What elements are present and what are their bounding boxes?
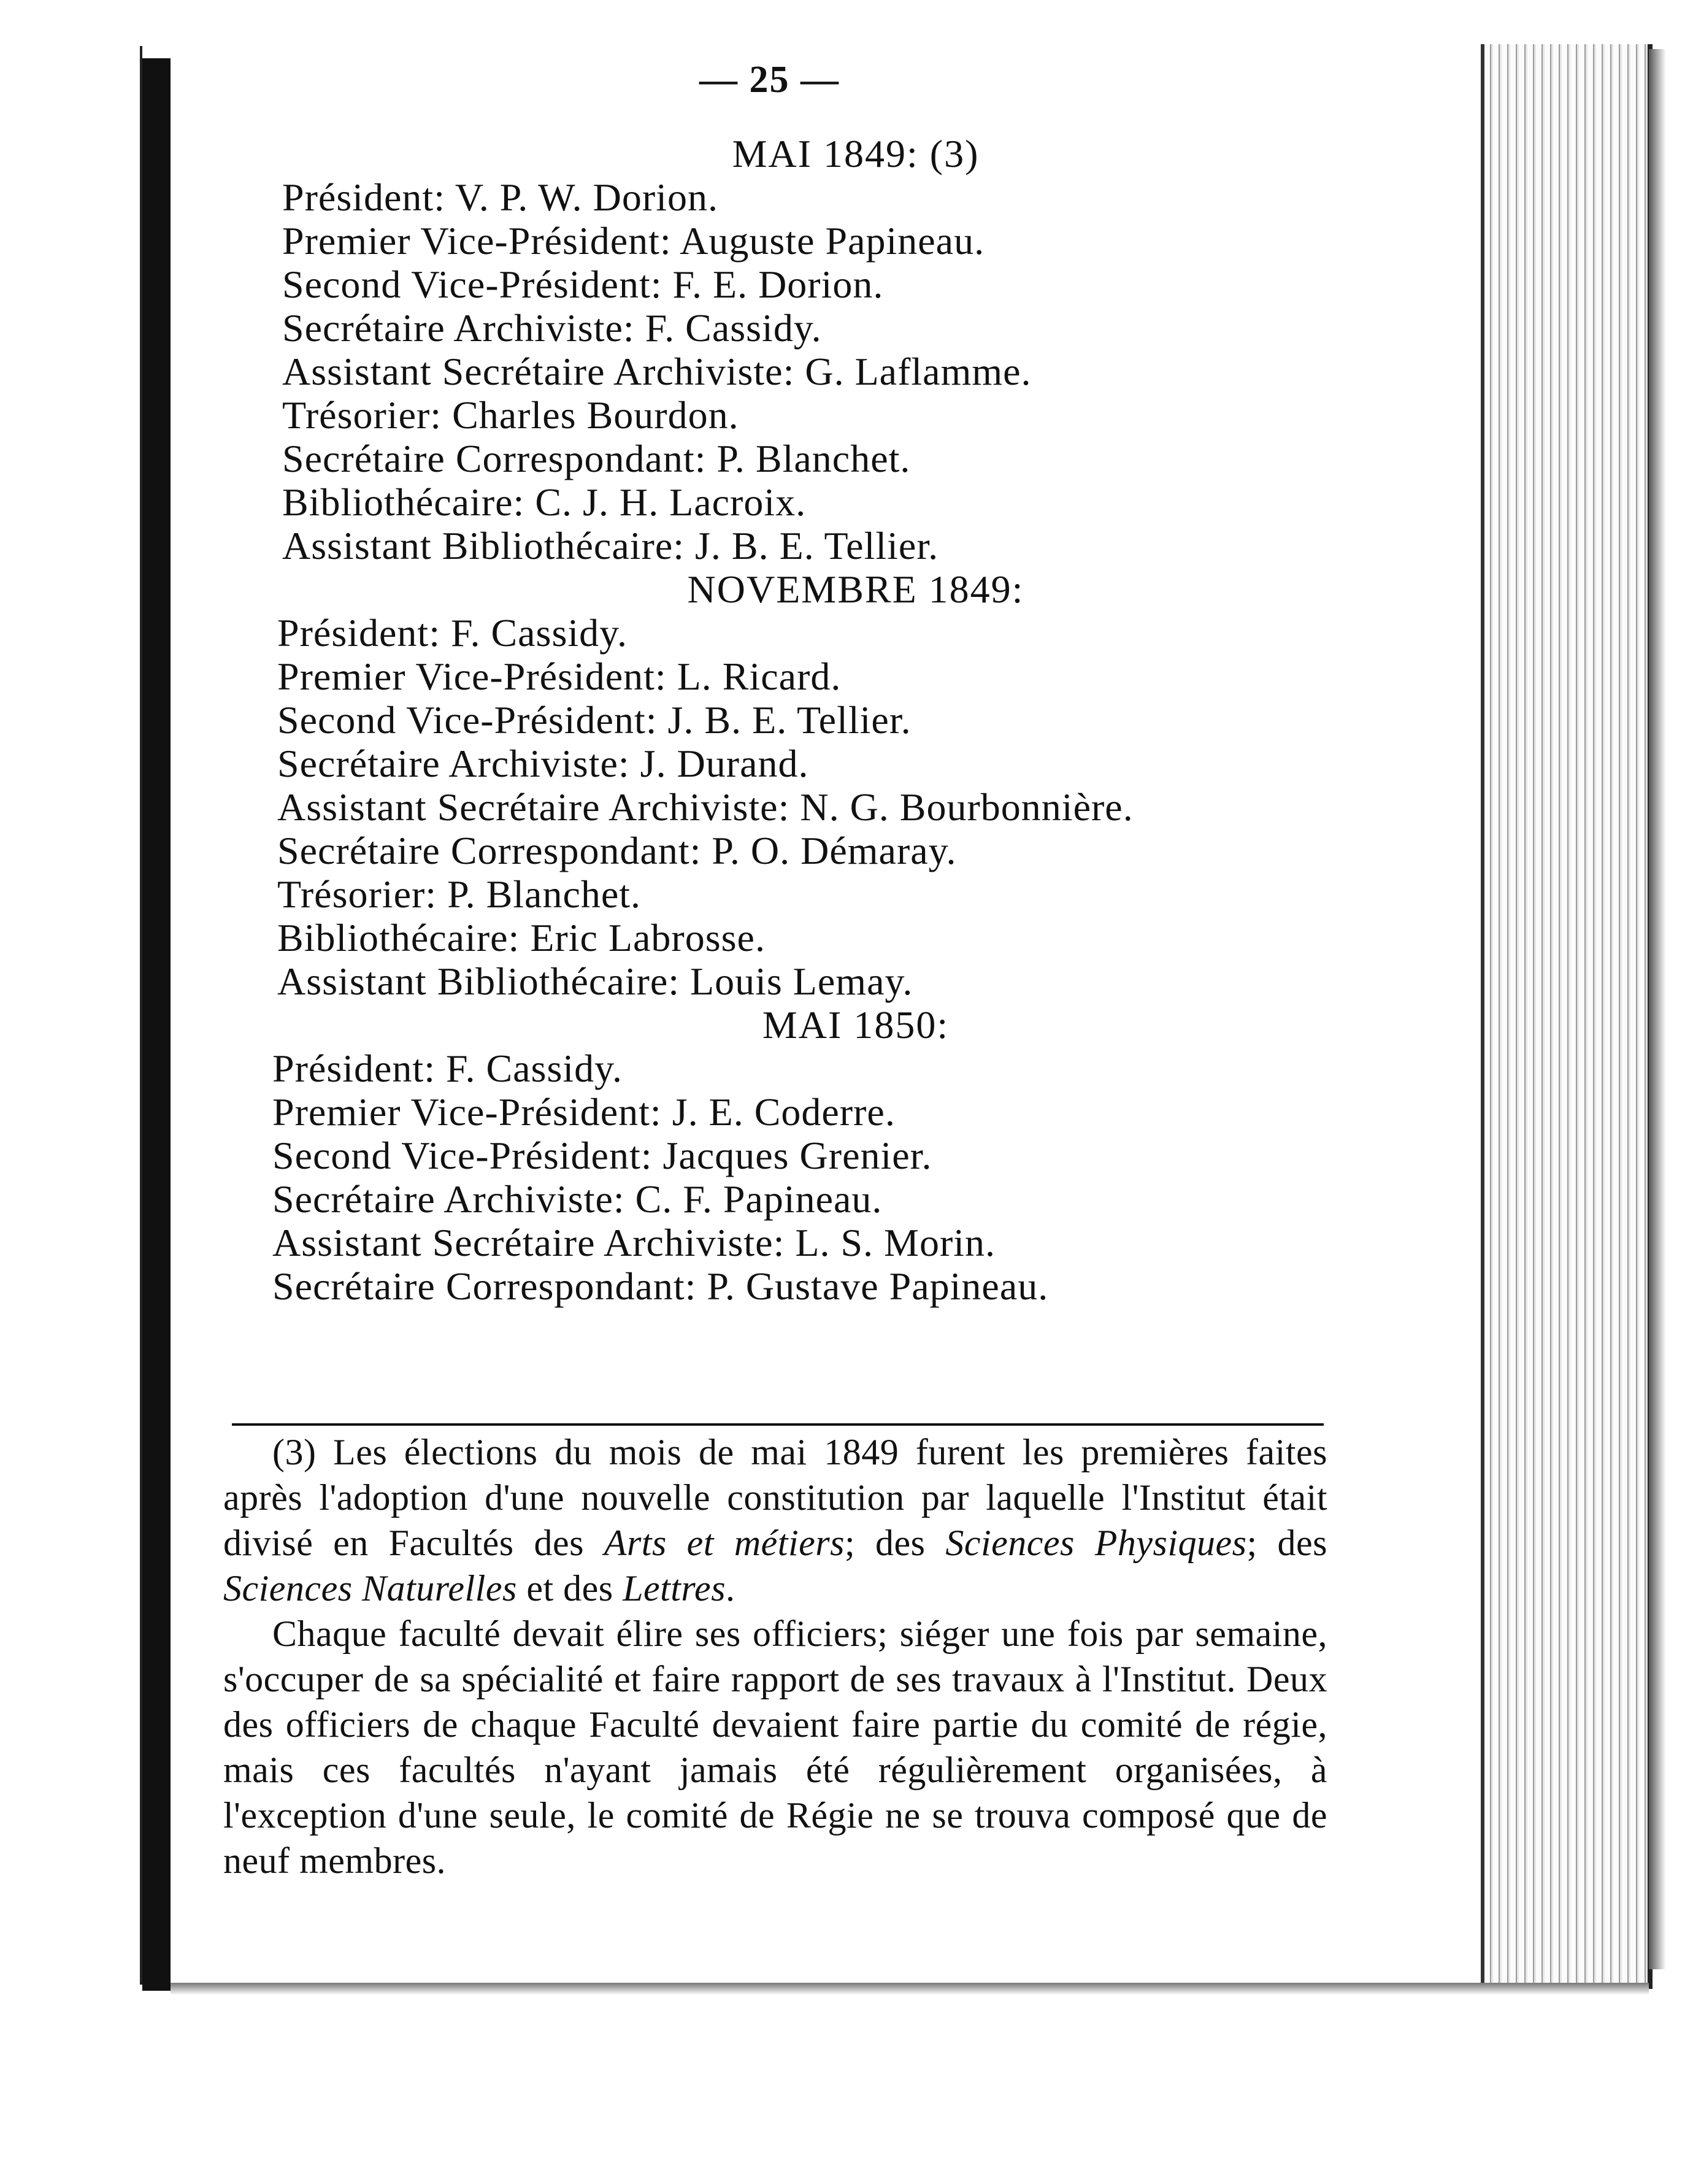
facing-page-edge bbox=[0, 46, 142, 1985]
officer-entry: Bibliothécaire: Eric Labrosse. bbox=[277, 916, 766, 959]
officer-entry: Secrétaire Archiviste: C. F. Papineau. bbox=[272, 1177, 883, 1221]
footnote-italic: Arts et métiers bbox=[604, 1523, 845, 1563]
footnote-text: . bbox=[726, 1568, 735, 1609]
footnote bbox=[223, 1429, 1327, 1883]
footnote-paragraph bbox=[223, 1429, 1327, 1611]
footnote-italic: Sciences Naturelles bbox=[223, 1568, 517, 1609]
officer-entry: Trésorier: Charles Bourdon. bbox=[282, 393, 739, 437]
officer-entry: Premier Vice-Président: J. E. Coderre. bbox=[272, 1090, 896, 1134]
footnote-text: (3) Les élections du mois de mai 1849 furent les premières faites après l'adoption d'une nouvelle constitution par laquelle l'Institut était divisé en Facultés des bbox=[223, 1432, 1327, 1563]
officer-entry: Assistant Bibliothécaire: Louis Lemay. bbox=[277, 959, 913, 1003]
officer-entry: Assistant Secrétaire Archiviste: G. Laflamme. bbox=[282, 350, 1032, 393]
book-fore-edge bbox=[1481, 44, 1653, 1989]
officer-entry: Président: F. Cassidy. bbox=[272, 1047, 623, 1090]
officer-entry: Trésorier: P. Blanchet. bbox=[277, 872, 642, 916]
section-heading: MAI 1850: bbox=[762, 1003, 950, 1047]
officer-entry: Secrétaire Correspondant: P. Blanchet. bbox=[282, 437, 911, 480]
page-number: — 25 — bbox=[699, 59, 840, 101]
officer-entry: Assistant Bibliothécaire: J. B. E. Tellier. bbox=[282, 524, 939, 567]
officer-entry: Second Vice-Président: J. B. E. Tellier. bbox=[277, 698, 912, 742]
officer-entry: Second Vice-Président: F. E. Dorion. bbox=[282, 263, 884, 306]
footnote-text: ; des bbox=[1246, 1523, 1328, 1563]
officer-entry: Bibliothécaire: C. J. H. Lacroix. bbox=[282, 480, 807, 524]
officer-entry: Assistant Secrétaire Archiviste: N. G. Bourbonnière. bbox=[277, 785, 1134, 829]
officer-entry: Premier Vice-Président: L. Ricard. bbox=[277, 655, 842, 698]
officer-entry: Secrétaire Archiviste: F. Cassidy. bbox=[282, 306, 822, 350]
footnote-paragraph: Chaque faculté devait élire ses officiers; siéger une fois par semaine, s'occuper de sa spécialité et faire rapport de ses travaux à l'Institut. Deux des officiers de chaque Faculté devaient faire partie du comité de régie, mais ces facultés n'ayant jamais été régulièrement organisées, à l'exception d'une seule, le comité de Régie ne se trouva composé que de neuf membres. bbox=[223, 1613, 1327, 1881]
footnote-text: ; des bbox=[844, 1523, 946, 1563]
officer-lists bbox=[270, 132, 1331, 1308]
section-heading: NOVEMBRE 1849: bbox=[687, 567, 1024, 611]
footnote-text: et des bbox=[516, 1568, 623, 1609]
page-shadow bbox=[1649, 49, 1666, 1969]
book-gutter bbox=[142, 58, 171, 1991]
officer-entry: Assistant Secrétaire Archiviste: L. S. Morin. bbox=[272, 1221, 996, 1264]
officer-entry: Président: V. P. W. Dorion. bbox=[282, 175, 718, 219]
footnote-rule bbox=[232, 1423, 1324, 1426]
officer-entry: Premier Vice-Président: Auguste Papineau. bbox=[282, 219, 985, 263]
officer-entry: Second Vice-Président: Jacques Grenier. bbox=[272, 1134, 932, 1177]
officer-entry: Président: F. Cassidy. bbox=[277, 611, 628, 655]
section-heading: MAI 1849: (3) bbox=[732, 132, 980, 175]
footnote-italic: Lettres bbox=[623, 1568, 726, 1609]
officer-entry: Secrétaire Archiviste: J. Durand. bbox=[277, 742, 809, 785]
footnote-italic: Sciences Physiques bbox=[945, 1523, 1247, 1563]
officer-entry: Secrétaire Correspondant: P. Gustave Papineau. bbox=[272, 1264, 1049, 1308]
page-shadow-bottom bbox=[171, 1983, 1649, 1995]
officer-entry: Secrétaire Correspondant: P. O. Démaray. bbox=[277, 829, 957, 872]
